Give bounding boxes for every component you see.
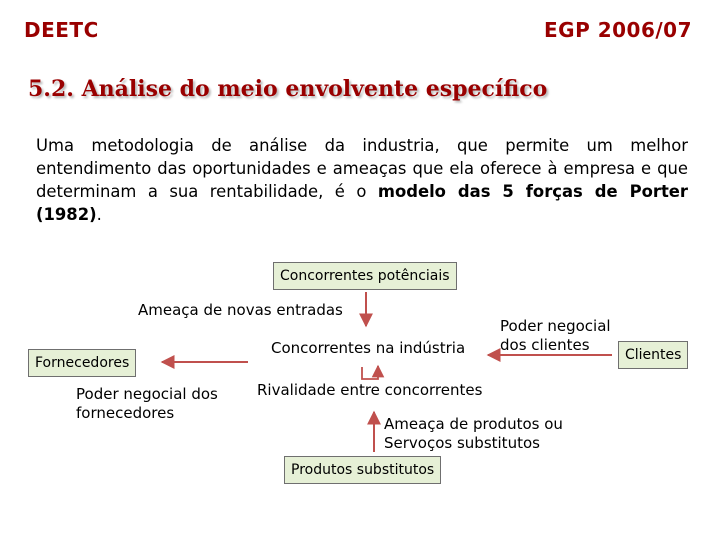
slide-title: 5.2. Análise do meio envolvente específico <box>28 76 548 102</box>
box-substitutes: Produtos substitutos <box>284 456 441 484</box>
header-left: DEETC <box>24 18 99 42</box>
box-industry-competitors: Concorrentes na indústria <box>271 339 466 357</box>
label-rivalry: Rivalidade entre concorrentes <box>257 381 483 399</box>
label-substitutes-threat: Ameaça de produtos ou Servoços substitutos <box>384 415 563 452</box>
box-suppliers: Fornecedores <box>28 349 136 377</box>
body-text-end: . <box>96 205 102 224</box>
body-text-plain: Uma metodologia de análise da industria, que permite um melhor entendimento das oportunidades e ameaças que ela oferece à empresa e que determinam a sua rentabilidade, é o <box>36 136 688 201</box>
box-clients: Clientes <box>618 341 688 369</box>
body-text-bold: modelo das 5 forças de Porter (1982) <box>36 182 688 224</box>
rivalry-cycle-icon <box>362 366 378 379</box>
label-new-entrants: Ameaça de novas entradas <box>138 301 343 319</box>
box-potential-competitors: Concorrentes potênciais <box>273 262 457 290</box>
header-right: EGP 2006/07 <box>544 18 692 42</box>
label-buyer-power: Poder negocial dos clientes <box>500 317 611 354</box>
label-supplier-power: Poder negocial dos fornecedores <box>76 385 218 422</box>
